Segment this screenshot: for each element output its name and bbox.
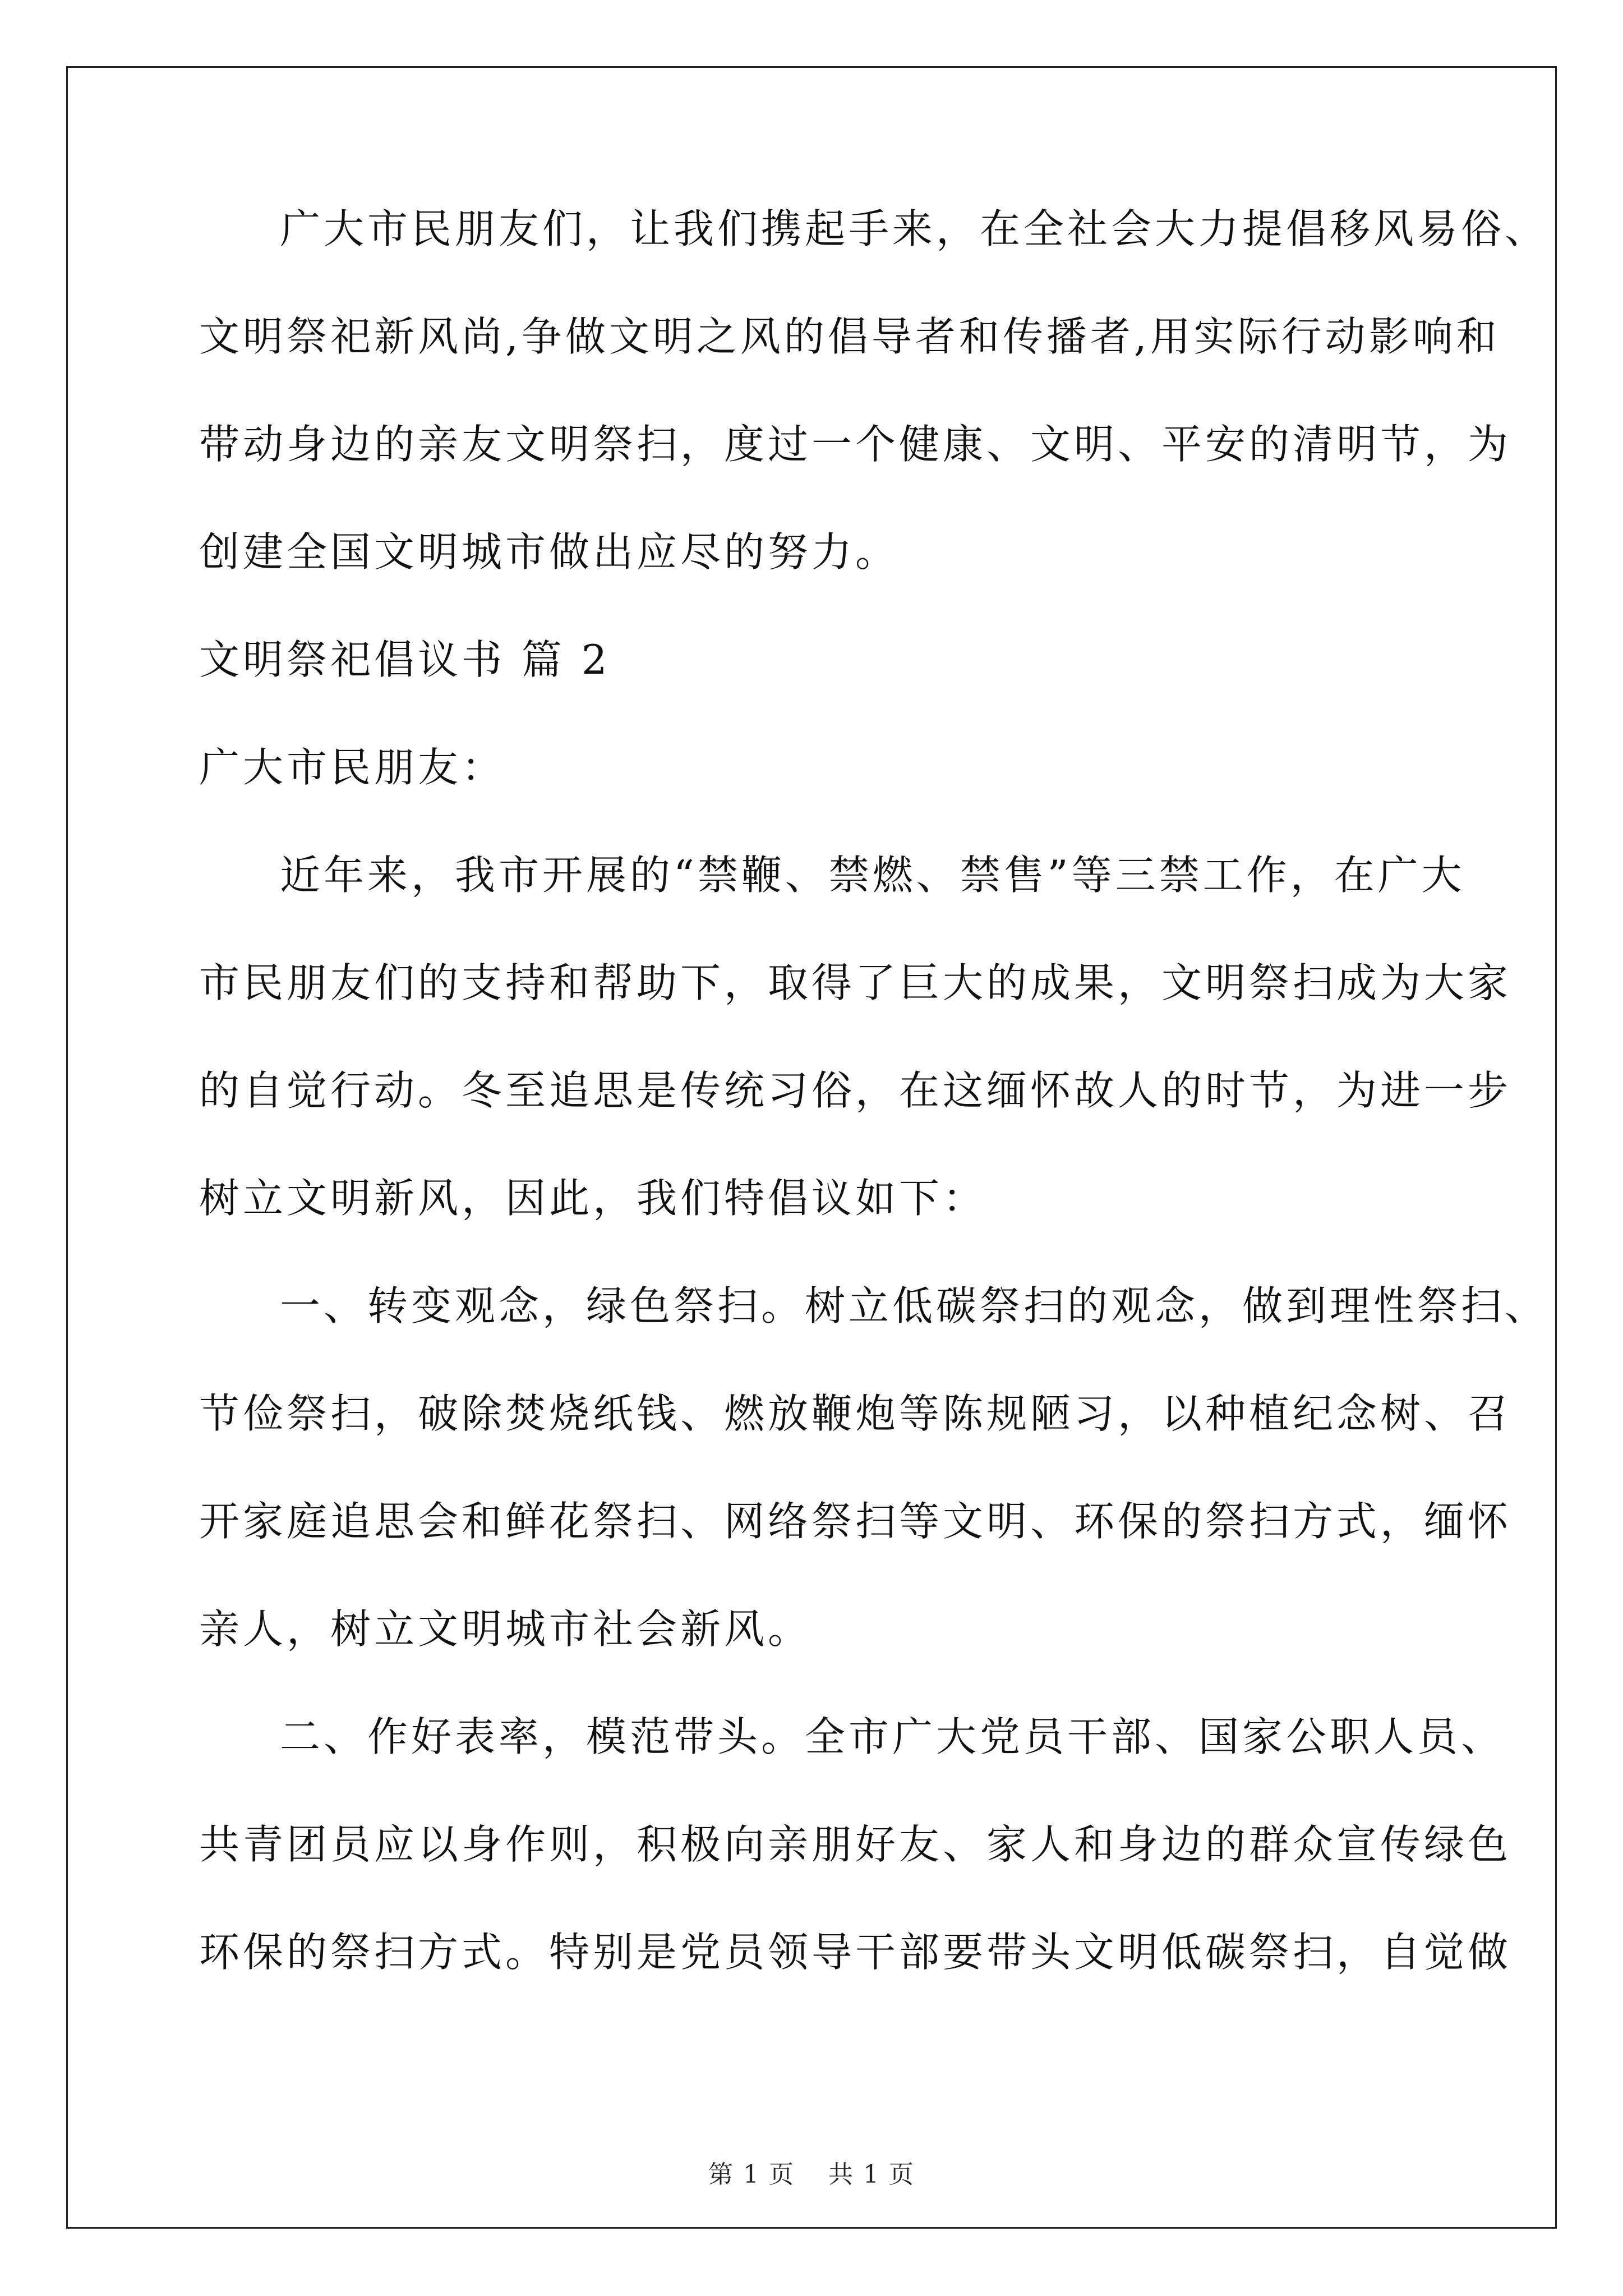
paragraph-line: 带动身边的亲友文明祭扫，度过一个健康、文明、平安的清明节，为 [199, 421, 1512, 468]
paragraph-line: 市民朋友们的支持和帮助下，取得了巨大的成果，文明祭扫成为大家 [199, 959, 1512, 1006]
paragraph-line: 创建全国文明城市做出应尽的努力。 [199, 528, 900, 576]
page-footer [0, 2154, 1623, 2190]
paragraph-line: 二、作好表率，模范带头。全市广大党员干部、国家公职人员、 [280, 1713, 1505, 1760]
paragraph-line: 开家庭追思会和鲜花祭扫、网络祭扫等文明、环保的祭扫方式，缅怀 [199, 1498, 1512, 1545]
paragraph-line: 节俭祭扫，破除焚烧纸钱、燃放鞭炮等陈规陋习，以种植纪念树、召 [199, 1390, 1512, 1437]
paragraph-line: 亲人，树立文明城市社会新风。 [199, 1605, 812, 1653]
paragraph-line: 的自觉行动。冬至追思是传统习俗，在这缅怀故人的时节，为进一步 [199, 1067, 1512, 1114]
page-total: 共 1 页 [828, 2160, 915, 2189]
section-heading: 文明祭祀倡议书 篇 2 [199, 636, 611, 683]
paragraph-line: 共青团员应以身作则，积极向亲朋好友、家人和身边的群众宣传绿色 [199, 1821, 1512, 1868]
paragraph-line: 一、转变观念，绿色祭扫。树立低碳祭扫的观念，做到理性祭扫、 [280, 1282, 1549, 1329]
page-number: 第 1 页 [708, 2160, 795, 2189]
salutation: 广大市民朋友： [199, 744, 506, 791]
paragraph-line: 文明祭祀新风尚,争做文明之风的倡导者和传播者,用实际行动影响和 [199, 313, 1500, 360]
paragraph-line: 近年来，我市开展的“禁鞭、禁燃、禁售”等三禁工作，在广大 [280, 852, 1465, 899]
paragraph-line: 广大市民朋友们，让我们携起手来，在全社会大力提倡移风易俗、 [280, 205, 1549, 252]
paragraph-line: 树立文明新风，因此，我们特倡议如下： [199, 1175, 987, 1222]
paragraph-line: 环保的祭扫方式。特别是党员领导干部要带头文明低碳祭扫，自觉做 [199, 1929, 1512, 1976]
document-body [199, 202, 1549, 2033]
